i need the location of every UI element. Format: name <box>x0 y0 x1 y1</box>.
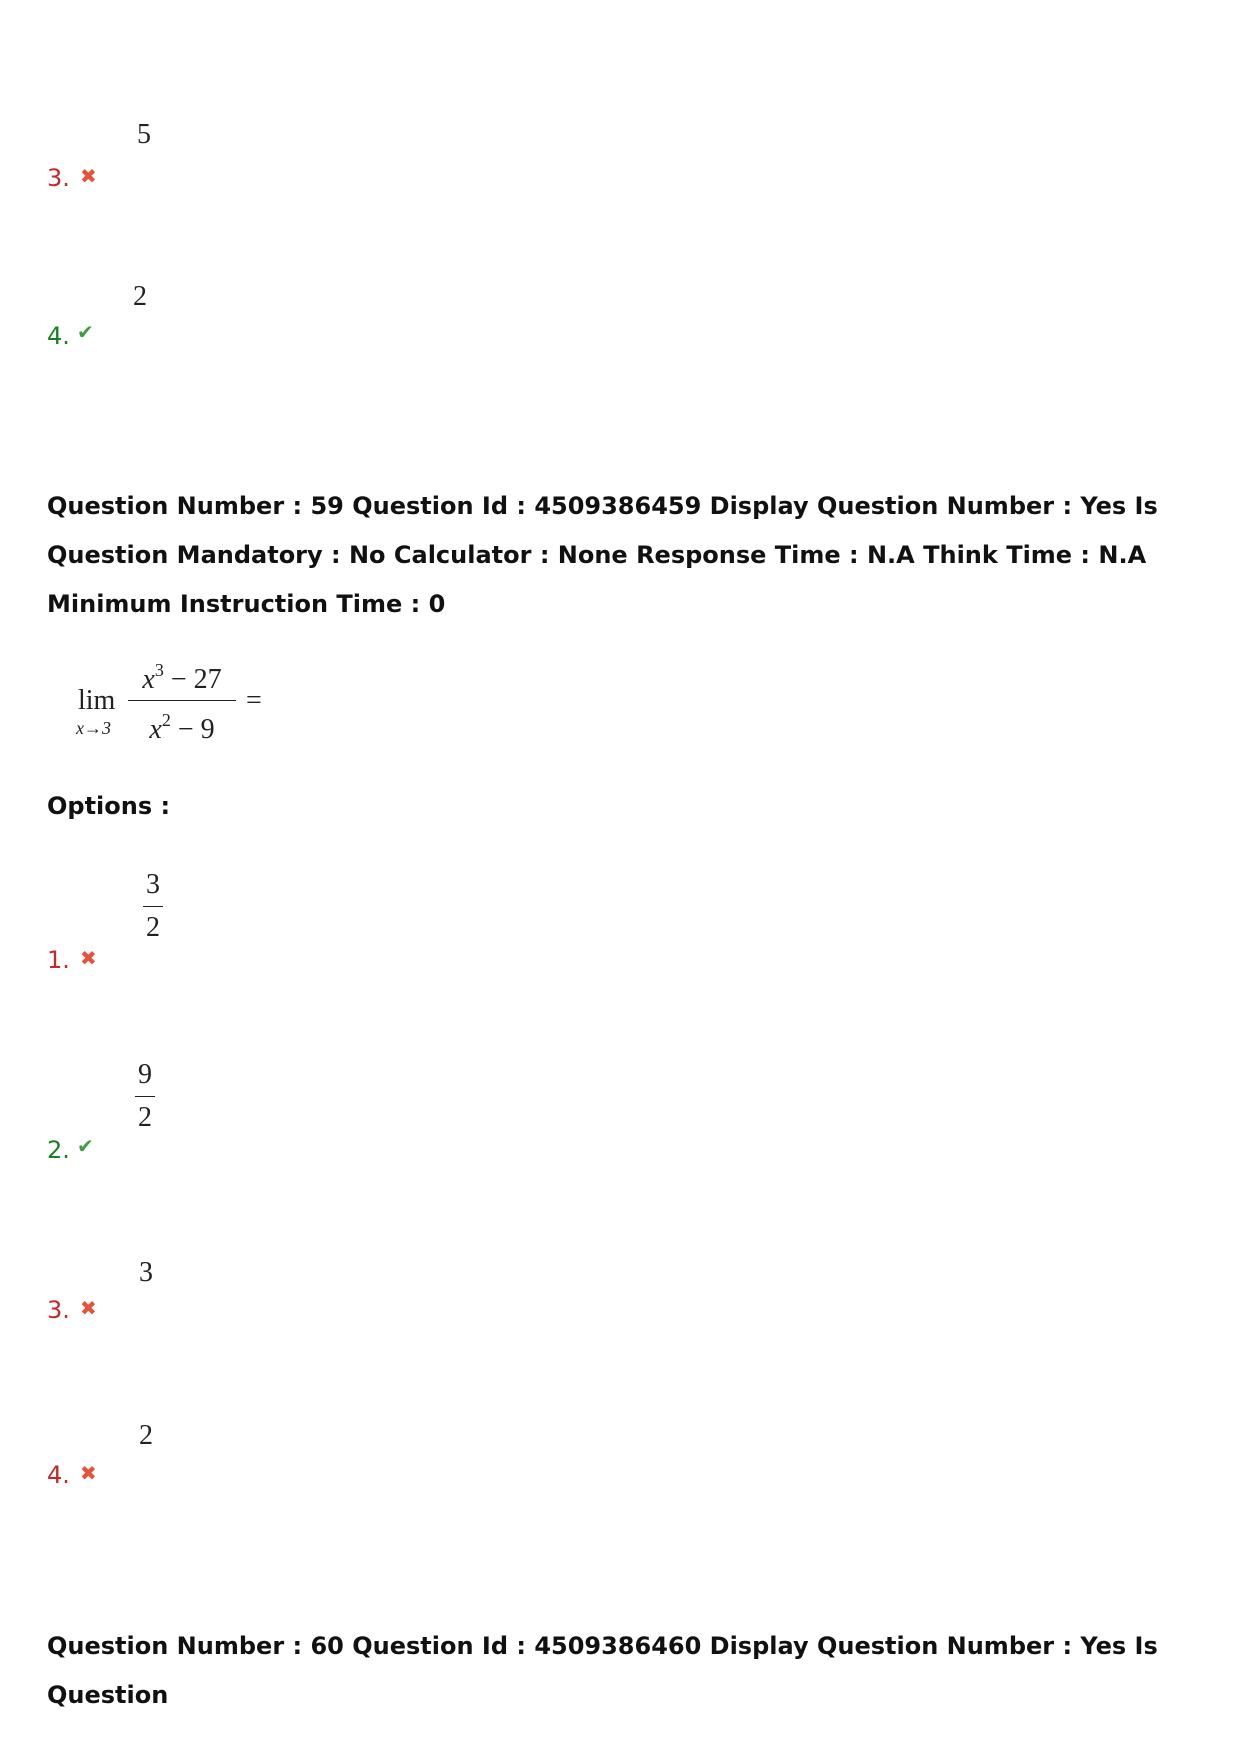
fraction-bar <box>128 700 236 701</box>
fraction-denominator: 2 <box>138 1102 152 1133</box>
option-value: 3 <box>139 1257 153 1288</box>
formula-equals: = <box>246 685 262 716</box>
question-header: Question Number : 59 Question Id : 4509386459 Display Question Number : Yes Is Question Mandatory : No Calculator : None Response Time : N.A Think Time : N.A Minimum Instruction Time : 0 <box>47 492 1158 618</box>
formula-numerator <box>128 655 236 695</box>
fraction-numerator: 9 <box>138 1059 152 1090</box>
den-var: x <box>149 714 162 745</box>
option-number: 1. <box>47 946 70 974</box>
den-rest: − 9 <box>170 714 215 745</box>
formula-denominator <box>128 705 236 745</box>
next-question-header: Question Number : 60 Question Id : 4509386460 Display Question Number : Yes Is Question <box>47 1632 1158 1709</box>
wrong-cross-icon: ✖ <box>80 946 97 970</box>
fraction-bar <box>135 1096 155 1097</box>
option-fraction <box>143 870 163 943</box>
num-exp: 3 <box>154 660 164 680</box>
option-number: 2. <box>47 1136 70 1164</box>
wrong-cross-icon: ✖ <box>80 1296 97 1320</box>
question-formula <box>76 655 296 745</box>
formula-fraction <box>128 655 236 745</box>
option-number: 4. <box>47 1461 70 1489</box>
formula-lim: lim <box>78 685 116 716</box>
fraction-denominator: 2 <box>146 912 160 943</box>
correct-check-icon: ✔ <box>77 320 94 344</box>
fraction-numerator: 3 <box>146 869 160 900</box>
option-number: 3. <box>47 1296 70 1324</box>
wrong-cross-icon: ✖ <box>80 1461 97 1485</box>
options-label: Options : <box>47 792 171 820</box>
wrong-cross-icon: ✖ <box>80 164 97 188</box>
correct-check-icon: ✔ <box>77 1134 94 1158</box>
option-fraction <box>135 1060 155 1133</box>
den-exp: 2 <box>161 710 171 730</box>
option-value: 5 <box>137 119 151 150</box>
formula-subscript: x→3 <box>76 718 111 738</box>
option-number: 3. <box>47 164 70 192</box>
option-value: 2 <box>139 1420 153 1451</box>
num-rest: − 27 <box>163 664 222 695</box>
fraction-bar <box>143 906 163 907</box>
option-number: 4. <box>47 322 70 350</box>
option-value: 2 <box>133 281 147 312</box>
num-var: x <box>142 664 155 695</box>
